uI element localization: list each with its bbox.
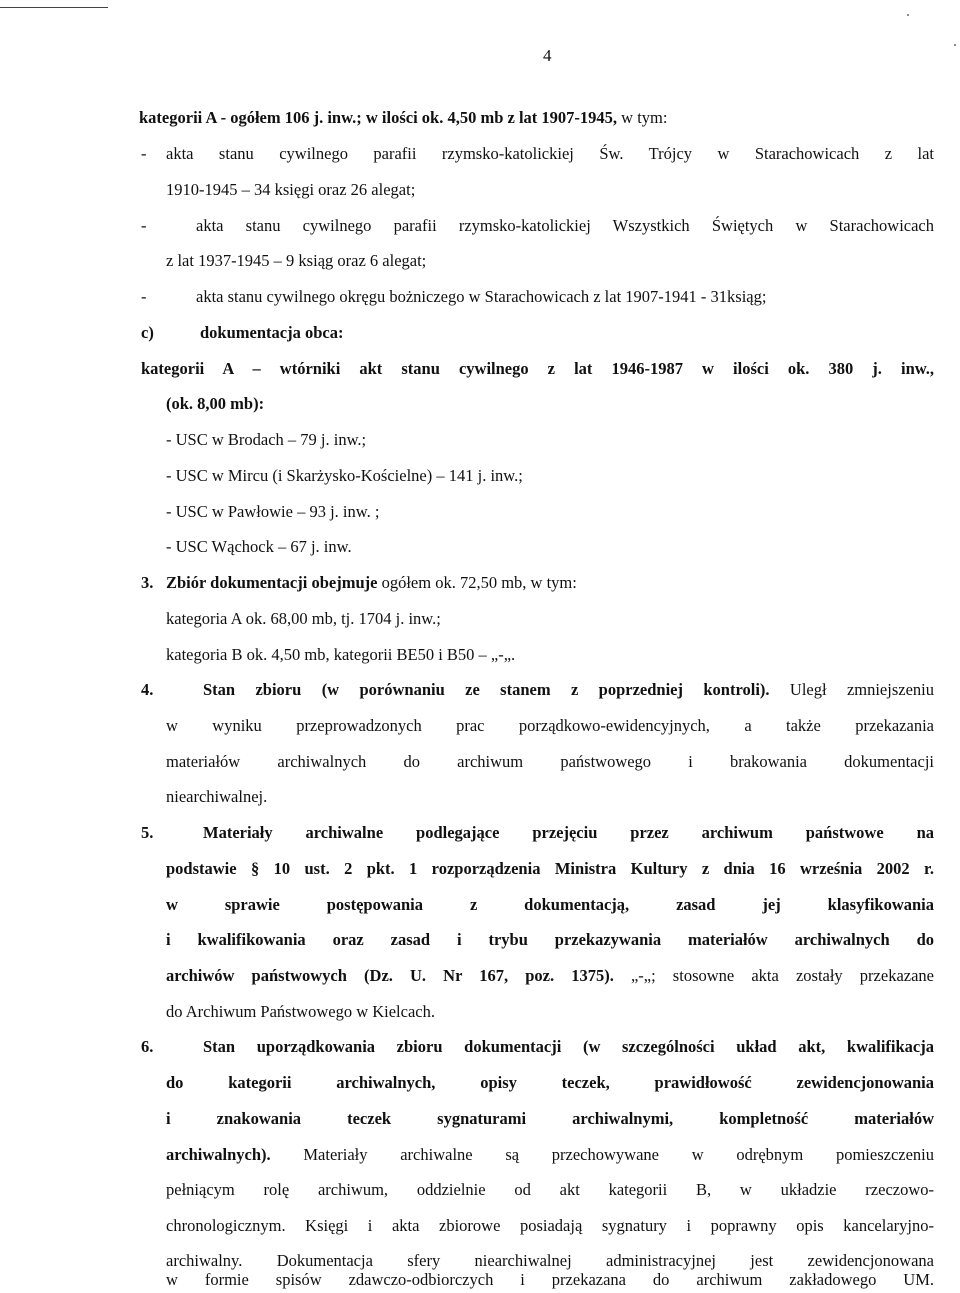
paragraph-line: chronologicznym. Księgi i akta zbiorowe posiadają sygnatury i poprawny opis kancelaryjno- — [166, 1216, 934, 1235]
category-a-summary: kategorii A - ogółem 106 j. inw.; w ilości ok. 4,50 mb z lat 1907-1945, w tym: — [139, 108, 668, 127]
list-dash: - — [141, 287, 147, 306]
regulation-reference: podstawie § 10 ust. 2 pkt. 1 rozporządzenia Ministra Kultury z dnia 16 września 2002 r. — [166, 859, 934, 878]
list-item-usc-wachock: - USC Wąchock – 67 j. inw. — [166, 537, 352, 556]
paragraph-line: i znakowania teczek sygnaturami archiwalnymi, kompletność materiałów — [166, 1109, 934, 1128]
list-item-usc-pawlow: - USC w Pawłowie – 93 j. inw. ; — [166, 502, 380, 521]
page-number: 4 — [543, 46, 552, 65]
list-item-synagogue: akta stanu cywilnego okręgu bożniczego w Starachowicach z lat 1907-1941 - 31ksiąg; — [196, 287, 767, 306]
section-collection-scope: Zbiór dokumentacji obejmuje ogółem ok. 72,50 mb, w tym: — [166, 573, 577, 592]
scan-speck — [907, 14, 909, 16]
list-dash: - — [141, 144, 147, 163]
paragraph-line: w wyniku przeprowadzonych prac porządkowo-ewidencyjnych, a także przekazania — [166, 716, 934, 735]
collection-category-b: kategoria B ok. 4,50 mb, kategorii BE50 i B50 – „-„. — [166, 645, 516, 664]
section-number: 6. — [141, 1037, 154, 1056]
paragraph-line: do kategorii archiwalnych, opisy teczek, prawidłowość zewidencjonowania — [166, 1073, 934, 1092]
list-dash: - — [141, 216, 147, 235]
section-arrangement-state: Stan uporządkowania zbioru dokumentacji (w szczególności układ akt, kwalifikacja — [203, 1037, 934, 1056]
list-item-parish-trinity: akta stanu cywilnego parafii rzymsko-katolickiej Św. Trójcy w Starachowicach z lat — [166, 144, 934, 163]
list-item-parish-all-saints: akta stanu cywilnego parafii rzymsko-katolickiej Wszystkich Świętych w Starachowicach — [196, 216, 934, 235]
section-number: 4. — [141, 680, 154, 699]
paragraph-line: w formie spisów zdawczo-odbiorczych i przekazana do archiwum zakładowego UM. — [166, 1270, 934, 1289]
paragraph-line: materiałów archiwalnych do archiwum państwowego i brakowania dokumentacji — [166, 752, 934, 771]
scan-speck — [954, 44, 956, 46]
paragraph-line: niearchiwalnej. — [166, 787, 268, 806]
paragraph-line: do Archiwum Państwowego w Kielcach. — [166, 1002, 435, 1021]
list-item-usc-brody: - USC w Brodach – 79 j. inw.; — [166, 430, 367, 449]
paragraph-line: archiwalnych). Materiały archiwalne są przechowywane w odrębnym pomieszczeniu — [166, 1145, 934, 1164]
regulation-reference: archiwów państwowych (Dz. U. Nr 167, poz. 1375). „-„; stosowne akta zostały przekazane — [166, 966, 934, 985]
regulation-reference: w sprawie postępowania z dokumentacją, zasad jej klasyfikowania — [166, 895, 934, 914]
list-item-parish-trinity-cont: 1910-1945 – 34 księgi oraz 26 alegat; — [166, 180, 416, 199]
paragraph-line: pełniącym rolę archiwum, oddzielnie od akt kategorii B, w układzie rzeczowo- — [166, 1180, 934, 1199]
section-number: 5. — [141, 823, 154, 842]
section-archival-materials: Materiały archiwalne podlegające przejęciu przez archiwum państwowe na — [203, 823, 934, 842]
list-item-parish-all-saints-cont: z lat 1937-1945 – 9 ksiąg oraz 6 alegat; — [166, 251, 427, 270]
section-heading-foreign-docs: dokumentacja obca: — [200, 323, 344, 342]
foreign-docs-summary-cont: (ok. 8,00 mb): — [166, 394, 265, 413]
section-collection-state: Stan zbioru (w porównaniu ze stanem z poprzedniej kontroli). Uległ zmniejszeniu — [203, 680, 934, 699]
list-item-usc-mirzec: - USC w Mircu (i Skarżysko-Kościelne) – 141 j. inw.; — [166, 466, 523, 485]
foreign-docs-summary: kategorii A – wtórniki akt stanu cywilnego z lat 1946-1987 w ilości ok. 380 j. inw., — [141, 359, 934, 378]
regulation-reference: i kwalifikowania oraz zasad i trybu przekazywania materiałów archiwalnych do — [166, 930, 934, 949]
section-number: 3. — [141, 573, 154, 592]
scan-edge-line — [0, 7, 108, 8]
paragraph-line: archiwalny. Dokumentacja sfery niearchiwalnej administracyjnej jest zewidencjonowana — [166, 1251, 934, 1270]
section-number: c) — [141, 323, 154, 342]
collection-category-a: kategoria A ok. 68,00 mb, tj. 1704 j. inw.; — [166, 609, 441, 628]
